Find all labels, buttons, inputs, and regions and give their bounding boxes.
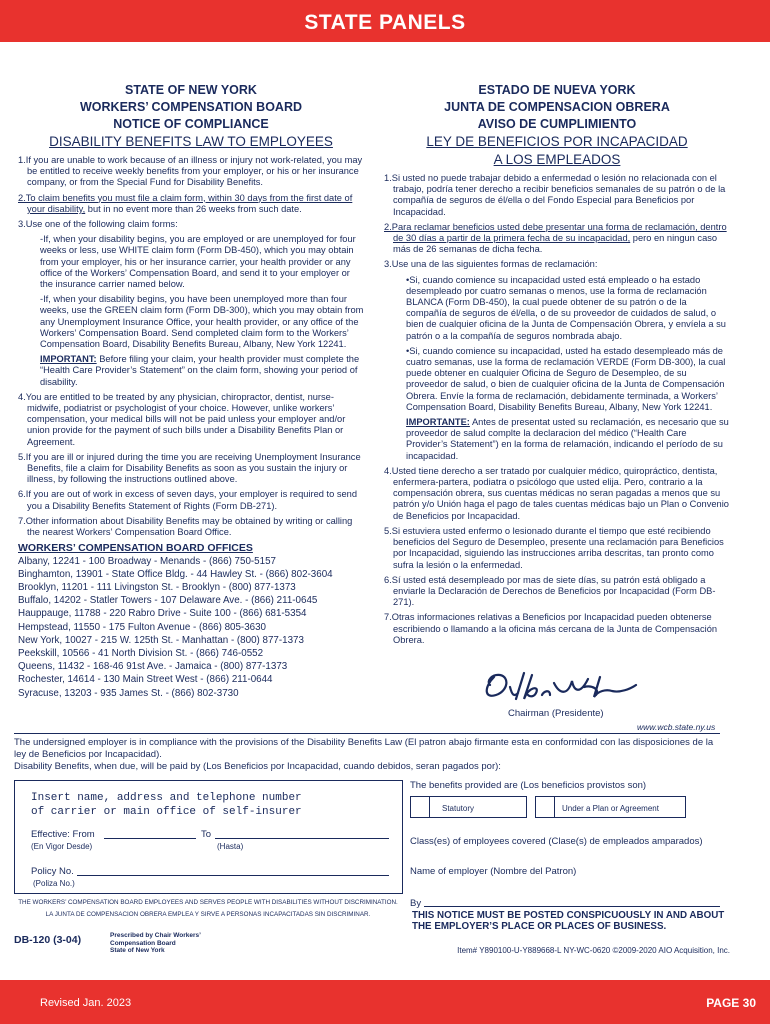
nondiscrimination-es: LA JUNTA DE COMPENSACION OBRERA EMPLEA Y SIRVE A PERSONAS INCAPACITADAS SIN DISCRIMINAR.	[45, 911, 371, 918]
es-important-text: Antes de presentat usted su reclamación, es necesario que su proveedor de salud complte la declaracion del médico (“Health Care Provider’s Statement”) en la forma de relamación, indicando el período de su incapacidad.	[406, 417, 729, 461]
effective-to-field[interactable]	[215, 838, 389, 839]
es-item-1: 1.Si usted no puede trabajar debido a enfermedad o lesión no relacionada con el trabajo, podría tener derecho a recibir beneficios semanales de su patrón o de la compañía de seguros de él/ella o del Fondo Especial para Beneficios por Incapacidad.	[384, 173, 726, 217]
es-item-3b: •Si, cuando comience su incapacidad, usted ha estado desempleado más de cuatro semanas, use la forma de reclamación VERDE (Form DB-300), la cual puede obtener en cualquier Oficina de Seguro de Desempleo, de su proveedor de salud, o bien de cualquier oficina de la Junta de Compensación Obrera. Envíe la forma de reclamación, debidamente terminada, a Workers’ Compensation Board, Disability Benefits Bureau, Albany, New York 12241.	[406, 345, 726, 412]
es-item-3: 3.Use una de las siguientes formas de reclamación:	[384, 259, 598, 270]
en-important	[18, 354, 364, 388]
en-vigor-label: (En Vigor Desde)	[31, 842, 93, 851]
effective-from-label: Effective: From	[31, 829, 95, 840]
en-item-3a: -If, when your disability begins, you are employed or are unemployed for four weeks or less, use WHITE claim form (Form DB-450), which you may obtain from your employer, his or her insurance carrier, your health provider or any office of the Workers’ Compensation Board, and send it to your employer or the insurance carrier named below.	[40, 234, 356, 290]
hasta-label: (Hasta)	[217, 842, 244, 851]
es-item-2-rest: pero en ningun caso más de 26 semanas de dicha fecha.	[393, 233, 718, 255]
effective-from-field[interactable]	[104, 838, 196, 839]
offices-title: WORKERS’ COMPENSATION BOARD OFFICES	[18, 542, 253, 555]
spanish-column	[384, 82, 730, 650]
en-heading-law: DISABILITY BENEFITS LAW TO EMPLOYEES	[49, 134, 333, 149]
posting-notice: THIS NOTICE MUST BE POSTED CONSPICUOUSLY IN AND ABOUT THE EMPLOYER’S PLACE OR PLACES OF BUSINESS.	[412, 910, 725, 932]
office-entry: Hauppauge, 11788 - 220 Rabro Drive - Suite 100 - (866) 681-5354	[18, 608, 307, 620]
carrier-box	[14, 780, 403, 894]
en-item-7: 7.Other information about Disability Benefits may be obtained by writing or calling the nearest Workers’ Compensation Board Office.	[18, 515, 353, 538]
compliance-statement: The undersigned employer is in compliance with the provisions of the Disability Benefits Law (El patron abajo firmante esta en conformidad con las disposiciones de la ley de Beneficios por Incapacidad).	[14, 737, 714, 760]
en-item-2-underlined: 2.To claim benefits you must file a claim form, within 30 days from the first date of your disability,	[18, 192, 353, 214]
en-item-1: 1.If you are unable to work because of an illness or injury not work-related, you may be entitled to receive weekly benefits from your employer, or his or her insurance company, or from the Special Fund for Disability Benefits.	[18, 155, 363, 188]
plan-label: Under a Plan or Agreement	[562, 804, 659, 813]
poliza-label: (Poliza No.)	[33, 879, 75, 888]
office-entry: Queens, 11432 - 168-46 91st Ave. - Jamaica - (800) 877-1373	[18, 661, 288, 673]
offices-list	[18, 555, 364, 700]
en-item-3b: -If, when your disability begins, you have been unemployed more than four weeks, use the GREEN claim form (Form DB-300), which you may obtain from any Unemployment Insurance Office, your health provider, or any office of the Workers’ Compensation Board. Send completed claim form to the Workers’ Compensation Board, Disability Benefits Bureau, Albany, New York 12241.	[40, 294, 364, 350]
item-number: Item# Y890100-U-Y889668-L NY-WC-0620 ©2009-2020 AIO Acquisition, Inc.	[457, 946, 730, 955]
es-item-2	[384, 222, 730, 256]
office-entry: New York, 10027 - 215 W. 125th St. - Manhattan - (800) 877-1373	[18, 634, 304, 646]
es-heading-notice: AVISO DE CUMPLIMIENTO	[477, 117, 637, 131]
es-important	[384, 417, 730, 462]
paid-by-statement: Disability Benefits, when due, will be paid by (Los Beneficios por Incapacidad, cuando debidos, seran pagados por):	[14, 761, 501, 772]
en-item-2-rest: but in no event more than 26 weeks from such date.	[85, 203, 302, 214]
office-entry: Albany, 12241 - 100 Broadway - Menands - (866) 750-5157	[18, 555, 276, 567]
state-panels-banner: STATE PANELS	[0, 0, 770, 42]
classes-label: Class(es) of employees covered (Clase(s) de empleados amparados)	[410, 836, 703, 847]
en-item-3: 3.Use one of the following claim forms:	[18, 219, 178, 230]
policy-number-label: Policy No.	[31, 866, 74, 877]
en-heading-state: STATE OF NEW YORK	[125, 83, 257, 97]
employer-name-label: Name of employer (Nombre del Patron)	[410, 866, 577, 877]
es-item-7: 7.Otras informaciones relativas a Beneficios por Incapacidad pueden obtenerse escribiendo o llamando a la oficina más cercana de la Junta de Compensación Obrera.	[384, 612, 718, 645]
en-item-5: 5.If you are ill or injured during the time you are receiving Unemployment Insurance Benefits, file a claim for Disability Benefits as soon as you sustain the injury or illness, by following the instructions outlined above.	[18, 451, 361, 485]
nondiscrimination-en: THE WORKERS’ COMPENSATION BOARD EMPLOYEES AND SERVES PEOPLE WITH DISABILITIES WITHOUT DISCRIMINATION.	[18, 899, 398, 906]
form-number: DB-120 (3-04)	[14, 934, 82, 946]
office-entry: Brooklyn, 11201 - 111 Livingston St. - Brooklyn - (800) 877-1373	[18, 581, 296, 593]
es-heading-board: JUNTA DE COMPENSACION OBRERA	[444, 100, 670, 114]
carrier-instructions: Insert name, address and telephone number of carrier or main office of self-insurer	[31, 792, 302, 818]
en-important-label: IMPORTANT:	[40, 354, 97, 365]
office-entry: Peekskill, 10566 - 41 North Division St. - (866) 746-0552	[18, 647, 264, 659]
divider	[14, 733, 720, 734]
es-heading-state: ESTADO DE NUEVA YORK	[478, 83, 636, 97]
office-entry: Rochester, 14614 - 130 Main Street West - (866) 211-0644	[18, 674, 273, 686]
en-item-4: 4.You are entitled to be treated by any physician, chiropractor, dentist, nurse-midwife, podiatrist or psychologist of your choice. However, unlike workers’ compensation, your medical bills will not be paid unless your employer and/or union provide for the payment of such bills under a Disability Benefits Plan or Agreement.	[18, 391, 346, 447]
es-item-2-underlined: 2.Para reclamar beneficios usted debe presentar una forma de reclamación, dentro de 30 días a partir de la primera fecha de su incapacidad,	[384, 221, 727, 244]
policy-number-field[interactable]	[77, 875, 389, 876]
prescribed-by: Prescribed by Chair Workers’ Compensation Board State of New York	[110, 932, 201, 955]
es-item-5: 5.Si estuviera usted enfermo o lesionado durante el tiempo que esté recibiendo beneficios del Seguro de Desempleo, presente una reclamación para Beneficios por Incapacidad, siguiendo las instrucciones arriba descritas, tan pronto como sufra la lesión o la enfermedad.	[384, 525, 724, 570]
signature-field[interactable]	[424, 906, 720, 907]
en-heading-board: WORKERS’ COMPENSATION BOARD	[80, 100, 302, 114]
wcb-url[interactable]: www.wcb.state.ny.us	[637, 722, 716, 732]
office-entry: Binghamton, 13901 - State Office Bldg. - 44 Hawley St. - (866) 802-3604	[18, 568, 333, 580]
office-entry: Syracuse, 13203 - 935 James St. - (866) 802-3730	[18, 687, 239, 699]
chairman-signature	[480, 665, 640, 707]
office-entry: Hempstead, 11550 - 175 Fulton Avenue - (866) 805-3630	[18, 621, 266, 633]
en-heading-notice: NOTICE OF COMPLIANCE	[113, 117, 269, 131]
es-item-3a: •Si, cuando comience su incapacidad usted está empleado o ha estado desempleado por cuatro semanas o menos, use la forma de reclamación BLANCA (Form DB-450), la cual puede obtener de su patrón o de la compañía de seguros de él/ella, o de su proveedor de cuidados de salud, o bien de cualquier oficina de la Junta de Compensación Obrera, y envíela a su patrón o a la compañía de seguros nombrada abajo.	[406, 274, 726, 341]
revised-date: Revised Jan. 2023	[40, 997, 132, 1009]
es-important-label: IMPORTANTE:	[406, 417, 470, 428]
effective-to-label: To	[201, 829, 212, 840]
es-heading-employees: A LOS EMPLEADOS	[493, 152, 621, 167]
es-heading-law: LEY DE BENEFICIOS POR INCAPACIDAD	[426, 134, 688, 149]
en-item-6: 6.If you are out of work in excess of seven days, your employer is required to send you a Disability Benefits Statement of Rights (Form DB-271).	[18, 489, 357, 511]
en-item-2	[18, 193, 364, 215]
chairman-label: Chairman (Presidente)	[508, 708, 604, 719]
benefits-provided-label: The benefits provided are (Los beneficios provistos son)	[410, 780, 647, 791]
footer-bar	[0, 980, 770, 1024]
english-column	[18, 82, 364, 700]
by-label: By	[410, 898, 422, 909]
es-item-6: 6.Sí usted está desempleado por mas de siete días, su patrón está obligado a enviarle la Declaración de Derechos de Beneficios por Incapacidad (Form DB-271).	[384, 574, 716, 608]
en-important-text: Before filing your claim, your health provider must complete the “Health Care Provider’s Statement” on the claim form, showing your period of disability.	[40, 354, 360, 387]
statutory-label: Statutory	[442, 804, 475, 813]
page-number: PAGE 30	[706, 996, 756, 1010]
es-item-4: 4.Usted tiene derecho a ser tratado por cualquier médico, quiropráctico, dentista, enfermera-partera, podiatra o psicólogo que usted elija. Pero, contrario a la compensación obrera, sus cuentas médicas no seran pagadas a menos que su patrón y/o Unión haga el pago de tales cuentas médicas bajo un Plan o Convenio de Beneficios por Incapacidad.	[384, 465, 729, 521]
office-entry: Buffalo, 14202 - Statler Towers - 107 Delaware Ave. - (866) 211-0645	[18, 595, 318, 607]
